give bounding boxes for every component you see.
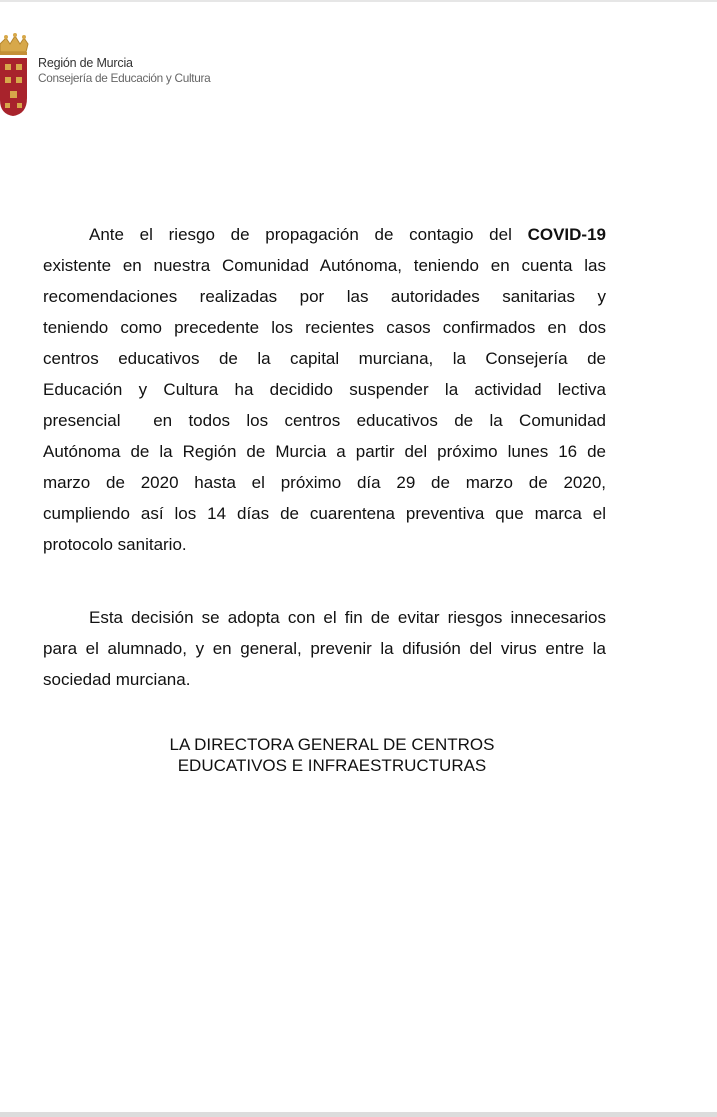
signature-line-1: LA DIRECTORA GENERAL DE CENTROS: [169, 735, 495, 754]
covid-keyword: COVID-19: [527, 225, 606, 244]
paragraph-1-line: centros educativos de la capital murciana, la Consejería de: [43, 349, 606, 368]
paragraph-2-line: sociedad murciana.: [43, 670, 191, 689]
paragraph-2: [43, 602, 606, 695]
line1-text: Ante el riesgo de propagación de contagio del: [89, 225, 512, 244]
paragraph-1-line: Autónoma de la Región de Murcia a partir del próximo lunes 16 de: [43, 442, 606, 461]
paragraph-1-line: protocolo sanitario.: [43, 535, 187, 554]
org-department: Consejería de Educación y Cultura: [38, 71, 211, 85]
page-bottom-edge: [0, 1112, 717, 1117]
paragraph-1: [43, 219, 606, 560]
signature-block: [43, 734, 621, 776]
signature-line-2: EDUCATIVOS E INFRAESTRUCTURAS: [177, 756, 487, 775]
page-top-edge: [0, 0, 717, 2]
paragraph-1-line: presencial en todos los centros educativos de la Comunidad: [43, 411, 606, 430]
region-murcia-crest-icon: [0, 28, 30, 118]
paragraph-1-line: recomendaciones realizadas por las autoridades sanitarias y: [43, 287, 606, 306]
paragraph-1-line: marzo de 2020 hasta el próximo día 29 de marzo de 2020,: [43, 473, 606, 492]
paragraph-1-line: Educación y Cultura ha decidido suspender la actividad lectiva: [43, 380, 606, 399]
paragraph-1-line-1: [43, 219, 606, 250]
paragraph-1-line: teniendo como precedente los recientes casos confirmados en dos: [43, 318, 606, 337]
org-name: Región de Murcia: [38, 56, 133, 70]
paragraph-2-line: para el alumnado, y en general, prevenir la difusión del virus entre la: [43, 639, 606, 658]
paragraph-1-line: cumpliendo así los 14 días de cuarentena preventiva que marca el: [43, 504, 606, 523]
paragraph-1-line: existente en nuestra Comunidad Autónoma, teniendo en cuenta las: [43, 256, 606, 275]
paragraph-2-line: Esta decisión se adopta con el fin de evitar riesgos innecesarios: [89, 608, 606, 627]
